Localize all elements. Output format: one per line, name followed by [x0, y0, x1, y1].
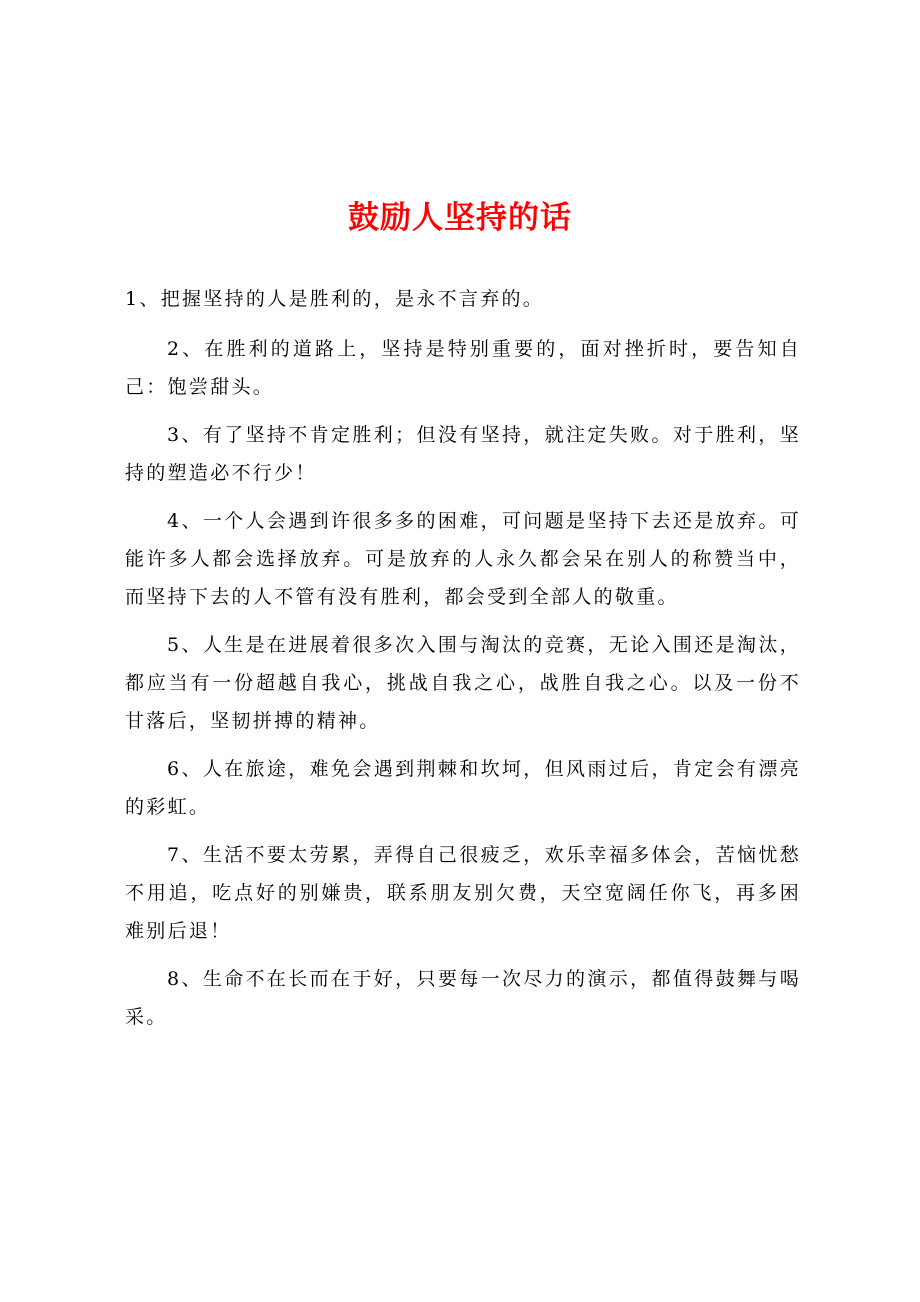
paragraph-3: 3、有了坚持不肯定胜利；但没有坚持，就注定失败。对于胜利，坚持的塑造必不行少！: [125, 424, 801, 484]
paragraph-6: 6、人在旅途，难免会遇到荆棘和坎坷，但风雨过后，肯定会有漂亮的彩虹。: [125, 758, 801, 818]
paragraph-5: 5、人生是在进展着很多次入围与淘汰的竞赛，无论入围还是淘汰，都应当有一份超越自我心，挑战自我之心，战胜自我之心。以及一份不甘落后，坚韧拼搏的精神。: [125, 634, 801, 732]
document-body: [125, 280, 801, 1046]
paragraph-8: 8、生命不在长而在于好，只要每一次尽力的演示，都值得鼓舞与喝采。: [125, 968, 801, 1028]
paragraph-7: 7、生活不要太劳累，弄得自己很疲乏，欢乐幸福多体会，苦恼忧愁不用追，吃点好的别嫌贵，联系朋友别欠费，天空宽阔任你飞，再多困难别后退！: [125, 844, 801, 942]
paragraph-4: 4、一个人会遇到许很多多的困难，可问题是坚持下去还是放弃。可能许多人都会选择放弃。可是放弃的人永久都会呆在别人的称赞当中，而坚持下去的人不管有没有胜利，都会受到全部人的敬重。: [125, 510, 801, 608]
paragraph-1: 1、把握坚持的人是胜利的，是永不言弃的。: [125, 288, 545, 310]
document-title: 鼓励人坚持的话: [348, 200, 572, 236]
paragraph-2: 2、在胜利的道路上，坚持是特别重要的，面对挫折时，要告知自己：饱尝甜头。: [125, 338, 801, 398]
